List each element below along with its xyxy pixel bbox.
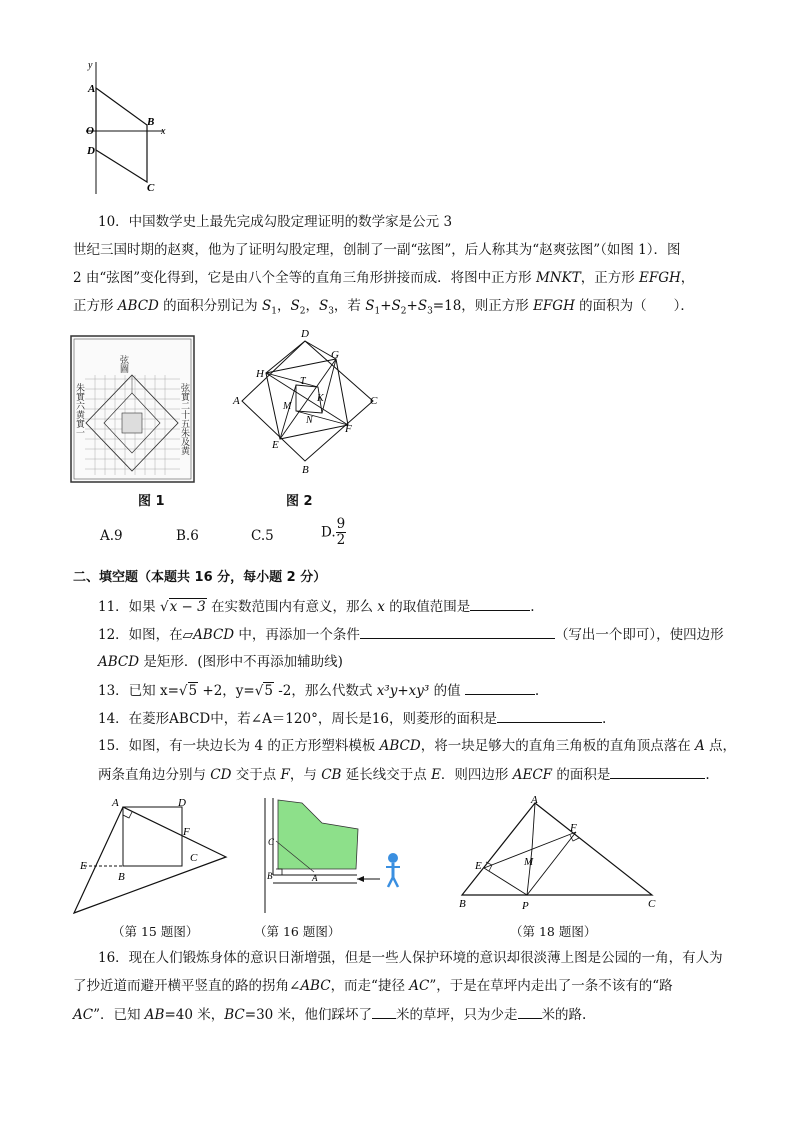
- figure-15: [66, 795, 236, 920]
- fig2-label-n: N: [306, 415, 313, 426]
- figure-16: [262, 795, 412, 920]
- point-c-label: C: [147, 182, 155, 194]
- q10-line2: 世纪三国时期的赵爽，他为了证明勾股定理，创制了一副“弦图”，后人称其为“赵爽弦图”（如图 1）．图: [73, 242, 681, 258]
- q11-answer-blank[interactable]: [470, 596, 530, 611]
- q10-line1: 10．中国数学史上最先完成勾股定理证明的数学家是公元 3: [98, 214, 453, 230]
- option-c: C.5: [251, 528, 274, 544]
- fig2-label-e: E: [272, 439, 279, 451]
- fig15-label-f: F: [183, 826, 190, 838]
- figure-1-title: 弦圖: [119, 355, 129, 373]
- fig2-label-k: K: [317, 393, 324, 404]
- figure-2-diagram: [228, 325, 388, 475]
- q16-line3: AC”．已知 AB=40 米，BC=30 米，他们踩坏了 米的草坪，只为少走 米的路.: [73, 1004, 586, 1025]
- fig18-label-p: P: [522, 900, 529, 912]
- q13-answer-blank[interactable]: [465, 680, 535, 695]
- point-a-label: A: [88, 83, 96, 95]
- axis-y-label: y: [88, 60, 93, 71]
- option-b: B.6: [176, 528, 199, 544]
- fig2-label-d: D: [301, 328, 309, 340]
- fig16-label-c: C: [268, 837, 275, 847]
- fig2-label-c: C: [370, 395, 378, 407]
- point-b-label: B: [147, 116, 155, 128]
- q10-line3: 2 由“弦图”变化得到，它是由八个全等的直角三角形拼接而成．将图中正方形 MNKT，正方形 EFGH，: [73, 270, 695, 286]
- fig15-label-a: A: [112, 797, 119, 809]
- coordinate-figure: [80, 58, 180, 198]
- fig15-label-e: E: [80, 860, 87, 872]
- q10-line4: 正方形 ABCD 的面积分别记为 $S_1$，$S_2$，$S_3$，若 $S_1+S_2+S_3=18$，则正方形 EFGH 的面积为（ ）．: [73, 298, 694, 317]
- q14: 14．在菱形ABCD中，若∠A＝120°，周长是16，则菱形的面积是 .: [98, 708, 606, 729]
- fig18-label-m: M: [524, 856, 534, 868]
- fig2-label-t: T: [300, 376, 306, 387]
- fig2-label-g: G: [331, 349, 339, 361]
- figure-15-caption: （第 15 题图）: [112, 924, 199, 939]
- fig18-label-c: C: [648, 898, 656, 910]
- fig18-label-f: F: [570, 822, 577, 834]
- figure-16-caption: （第 16 题图）: [254, 924, 341, 939]
- q16-blank-1[interactable]: [372, 1004, 396, 1019]
- fig15-label-b: B: [118, 871, 125, 883]
- fig16-label-a: A: [312, 873, 318, 883]
- figure-18-caption: （第 18 题图）: [510, 924, 597, 939]
- q13: 13．已知 x=√5 +2，y=√5 -2，那么代数式 x³y+xy³ 的值 .: [98, 680, 539, 701]
- q16-line1: 16．现在人们锻炼身体的意识日渐增强，但是一些人保护环境的意识却很淡薄上图是公园的一角，有人为: [98, 950, 723, 966]
- origin-label: O: [86, 125, 94, 137]
- option-a: A.9: [100, 528, 123, 544]
- fig2-label-m: M: [283, 401, 292, 412]
- figure-1-caption: 图 1: [138, 494, 165, 509]
- section-2-heading: 二、填空题（本题共 16 分，每小题 2 分）: [73, 570, 327, 585]
- axis-x-label: x: [161, 126, 166, 137]
- q11: 11．如果 √x − 3 在实数范围内有意义，那么 x 的取值范围是 .: [98, 596, 535, 617]
- fig15-label-d: D: [178, 797, 186, 809]
- fig2-label-a: A: [233, 395, 240, 407]
- fig2-label-b: B: [302, 464, 309, 475]
- q12-line1: 12．如图，在▱ABCD 中，再添加一个条件 （写出一个即可），使四边形: [98, 624, 724, 645]
- q15-answer-blank[interactable]: [610, 764, 705, 779]
- figure-1-string-diagram: [70, 335, 195, 483]
- fig2-label-f: F: [345, 423, 352, 435]
- q12-line2: ABCD 是矩形．(图形中不再添加辅助线): [98, 654, 343, 670]
- fig18-label-a: A: [531, 795, 538, 806]
- fig16-label-b: B: [267, 871, 273, 881]
- option-d: D. $\frac{9}{2}$: [321, 516, 346, 548]
- figure-2-caption: 图 2: [286, 494, 313, 509]
- figure-1-left-text: 朱實六黄實一: [75, 383, 85, 437]
- q15-line1: 15．如图，有一块边长为 4 的正方形塑料模板 ABCD，将一块足够大的直角三角板的直角顶点落在 A 点，: [98, 738, 737, 754]
- q15-line2: 两条直角边分别与 CD 交于点 F，与 CB 延长线交于点 E．则四边形 AECF 的面积是 .: [98, 764, 710, 785]
- figure-18: [452, 795, 667, 915]
- fig15-label-c: C: [190, 852, 198, 864]
- fig18-label-b: B: [459, 898, 466, 910]
- q14-answer-blank[interactable]: [497, 708, 602, 723]
- q12-answer-blank[interactable]: [360, 624, 555, 639]
- q16-blank-2[interactable]: [518, 1004, 542, 1019]
- fig2-label-h: H: [256, 368, 264, 380]
- fig18-label-e: E: [475, 860, 482, 872]
- q16-line2: 了抄近道而避开横平竖直的路的拐角∠ABC，而走“捷径 AC”，于是在草坪内走出了一条不该有的“路: [73, 978, 673, 994]
- figure-1-right-text: 弦實二十五朱及黄: [180, 383, 190, 455]
- point-d-label: D: [87, 145, 95, 157]
